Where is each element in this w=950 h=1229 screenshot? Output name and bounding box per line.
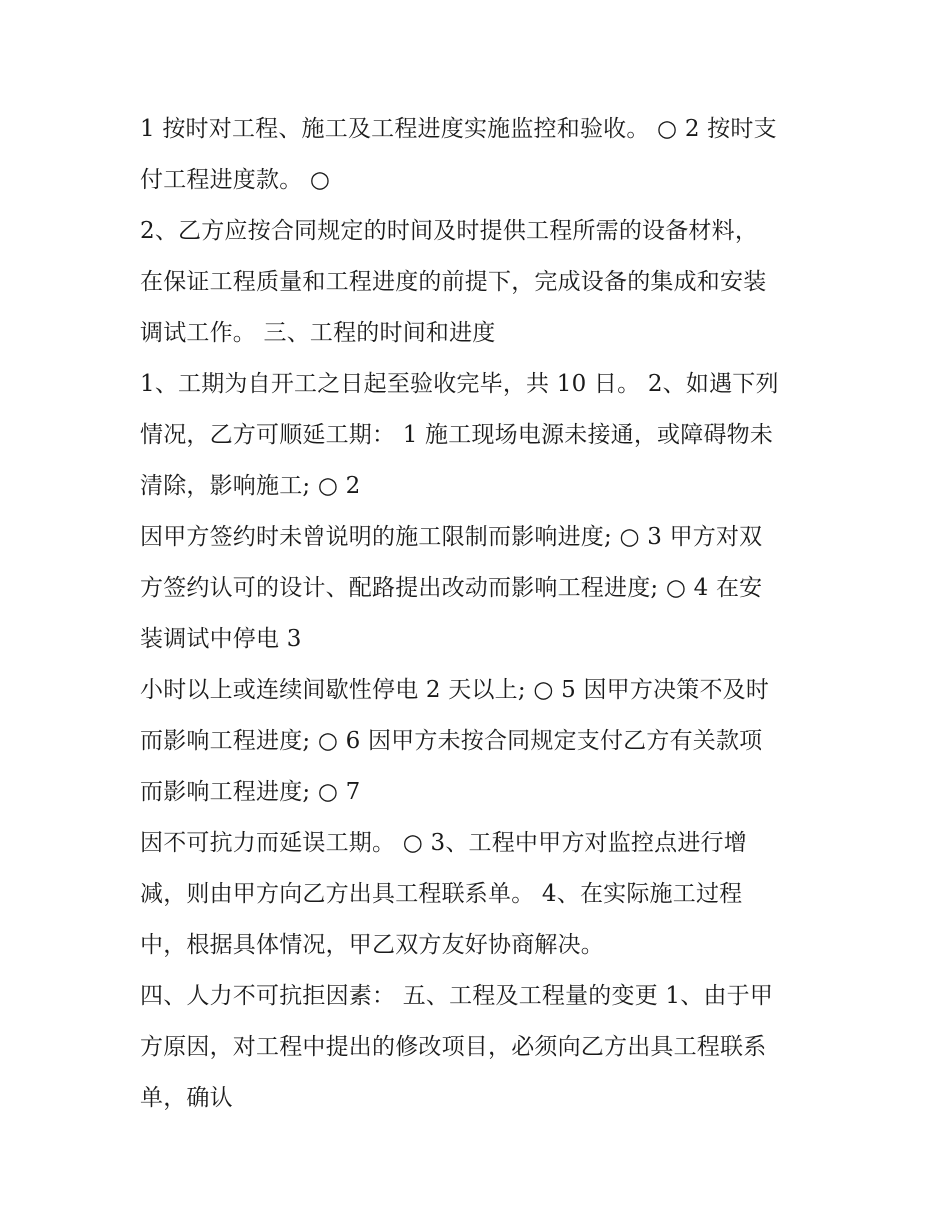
- text-line: 中，根据具体情况，甲乙双方友好协商解决。: [140, 932, 604, 958]
- text-line: 2、乙方应按合同规定的时间及时提供工程所需的设备材料，: [140, 218, 759, 244]
- text-line: 付工程进度款。 ○: [140, 167, 331, 193]
- text-line: 而影响工程进度; ○ 7: [140, 779, 361, 805]
- text-line: 减，则由甲方向乙方出具工程联系单。 4、在实际施工过程: [140, 881, 743, 907]
- text-line: 1、工期为自开工之日起至验收完毕，共 10 日。 2、如遇下列: [140, 371, 779, 397]
- text-line: 单，确认: [140, 1085, 233, 1111]
- text-line: 方原因，对工程中提出的修改项目，必须向乙方出具工程联系: [140, 1034, 767, 1060]
- text-line: 小时以上或连续间歇性停电 2 天以上; ○ 5 因甲方决策不及时: [140, 677, 770, 703]
- text-line: 方签约认可的设计、配路提出改动而影响工程进度; ○ 4 在安: [140, 575, 763, 601]
- text-line: 因不可抗力而延误工期。 ○ 3、工程中甲方对监控点进行增: [140, 830, 747, 856]
- text-line: 在保证工程质量和工程进度的前提下，完成设备的集成和安装: [140, 269, 767, 295]
- text-line: 1 按时对工程、施工及工程进度实施监控和验收。 ○ 2 按时支: [140, 116, 777, 142]
- text-line: 因甲方签约时未曾说明的施工限制而影响进度; ○ 3 甲方对双: [140, 524, 763, 550]
- text-line: 四、人力不可抗拒因素： 五、工程及工程量的变更 1、由于甲: [140, 983, 774, 1009]
- text-line: 调试工作。 三、工程的时间和进度: [140, 320, 496, 346]
- document-body: [140, 104, 820, 1124]
- text-line: 清除，影响施工; ○ 2: [140, 473, 361, 499]
- text-line: 情况，乙方可顺延工期： 1 施工现场电源未接通，或障碍物未: [140, 422, 774, 448]
- text-line: 而影响工程进度; ○ 6 因甲方未按合同规定支付乙方有关款项: [140, 728, 763, 754]
- text-line: 装调试中停电 3: [140, 626, 302, 652]
